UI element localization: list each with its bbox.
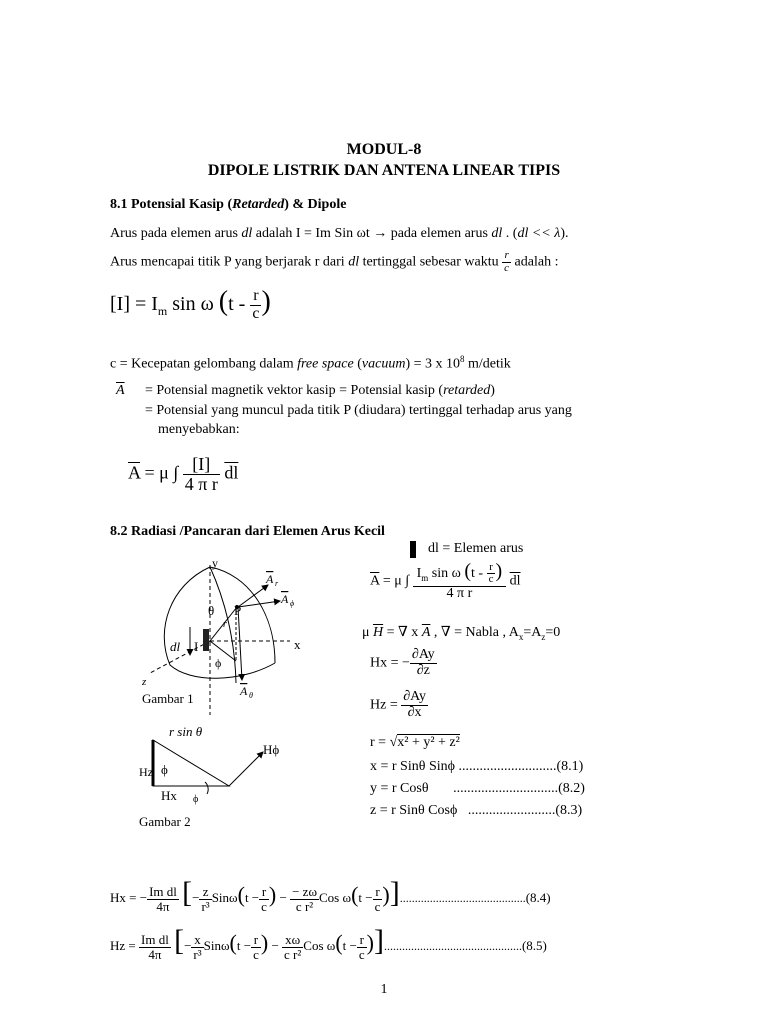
denominator: c <box>504 261 510 274</box>
paren-right: ) <box>366 930 374 955</box>
projection-line <box>210 641 236 661</box>
paren-left: ( <box>351 882 359 907</box>
bracket-left: [ <box>174 924 185 957</box>
eq-text: t - <box>228 293 246 315</box>
label-Hz: Hz <box>139 765 153 779</box>
heading-text: 8.1 Potensial Kasip ( <box>110 197 233 212</box>
Hphi-arrow <box>229 752 263 786</box>
sqrt-radicand: x² + y² + z² <box>397 735 460 750</box>
denominator: c <box>488 573 494 586</box>
equation-number: (8.3) <box>555 803 583 818</box>
sqrt-sign: √ <box>389 735 398 750</box>
fraction-partial <box>401 690 428 720</box>
label-sub-r: r <box>275 579 279 588</box>
eq-text: = μ ∫ <box>140 462 179 483</box>
label-Hphi: Hϕ <box>263 742 280 757</box>
eq-vector-H: $\overline{H}$ <box>373 625 384 640</box>
denominator: c <box>374 898 381 914</box>
eq-text: Hz = <box>110 938 139 953</box>
numerator: r <box>373 885 383 900</box>
eq-vector-A: $\overline{A}$ <box>128 462 141 483</box>
eq-text: =0 <box>545 625 561 640</box>
equation-hx-partial <box>370 648 437 678</box>
current-element-marker <box>410 541 416 558</box>
text-italic: dl <box>348 254 360 270</box>
text-line-delay <box>110 250 558 274</box>
denominator: c r² <box>284 946 302 962</box>
label-phi: ϕ <box>215 656 222 670</box>
label-A-theta: A <box>240 684 248 698</box>
numerator: r <box>502 250 511 263</box>
page-number: 1 <box>380 982 388 997</box>
eq-text: Hz = <box>370 697 402 713</box>
figure-2-field-components <box>135 720 295 835</box>
numerator: z <box>199 885 211 900</box>
paren-left: ( <box>218 286 229 317</box>
paren-right: ) <box>260 930 269 955</box>
eq-vector-A: $\overline{A}$ <box>421 625 431 640</box>
label-x: x <box>294 637 301 652</box>
denominator: r³ <box>201 898 210 914</box>
equation-vector-potential <box>128 455 238 494</box>
fraction-prefactor <box>147 885 179 913</box>
paren-right: ) <box>261 286 271 317</box>
equation-number: (8.4) <box>525 890 551 905</box>
text-line-speed <box>110 354 511 373</box>
text: tertinggal sebesar waktu <box>359 254 503 270</box>
equation-curl <box>362 624 560 642</box>
eq-text: t − <box>342 938 357 953</box>
eq-text: t − <box>358 890 373 905</box>
text: adalah : <box>511 254 559 270</box>
fraction <box>290 885 319 913</box>
current-element <box>203 629 209 651</box>
denominator: 4 π r <box>184 473 218 494</box>
equation-8-3 <box>370 803 582 819</box>
eq-text: t - <box>471 566 484 581</box>
bracket-right: ] <box>389 876 400 909</box>
section-heading-8-2: 8.2 Radiasi /Pancaran dari Elemen Arus Kecil <box>110 524 385 539</box>
denominator: 4π <box>156 898 170 914</box>
text-line-current <box>110 226 568 242</box>
equation-8-5: Hz = $\frac{\text{Im dl}}{4\pi}$ [− $\frac{x}{\text{r³}}$ Sinω(t − $\frac{r}{c}$ ) − $\frac{x\omega}{\text{c r²}}$ Cos ω(t − $\frac{r}{c}$ )]..............................................(8.5) <box>110 924 547 962</box>
fraction-big <box>413 561 507 602</box>
eq-text: t − <box>244 890 260 905</box>
eq-text: t − <box>236 938 252 953</box>
fraction-prefactor <box>139 933 171 961</box>
text: ) <box>490 383 495 398</box>
leader-dots: ......................... <box>467 803 556 818</box>
equation-8-4: Hx = − $\frac{\text{Im dl}}{4\pi}$ [− $\frac{z}{\text{r³}}$ Sinω(t − $\frac{r}{c}$ ) − $\frac{- z\omega}{\text{c r²}}$ Cos ω(t − $\frac{r}{c}$ )]..........................................(8.4) <box>110 876 551 914</box>
leader-dots: .......................................... <box>399 891 526 905</box>
definition-line-2: = Potensial yang muncul pada titik P (diudara) tertinggal terhadap arus yang <box>145 403 572 418</box>
text-italic: dl << λ <box>517 226 561 241</box>
equation-number: (8.1) <box>556 759 584 774</box>
paren-right: ) <box>382 882 390 907</box>
denominator: r³ <box>193 946 202 962</box>
fraction-I-over-4pir <box>183 455 220 494</box>
text-italic: free space <box>297 356 354 372</box>
paren-left: ( <box>335 930 343 955</box>
numerator: ∂Ay <box>403 689 426 704</box>
text-italic: dl <box>491 226 503 241</box>
fraction <box>191 933 203 961</box>
text: Arus pada elemen arus <box>110 226 242 241</box>
equation-number: (8.5) <box>521 938 547 953</box>
numerator: x <box>191 933 203 948</box>
equation-8-2 <box>370 781 585 797</box>
bracket-left: [ <box>182 876 193 909</box>
denominator: c <box>261 898 267 914</box>
numerator: xω <box>282 933 303 948</box>
fraction <box>199 885 211 913</box>
equation-8-1 <box>370 759 583 775</box>
numerator <box>413 561 507 587</box>
denominator: c <box>252 304 260 322</box>
label-dl: dl <box>170 639 181 654</box>
text: c = Kecepatan gelombang dalam <box>110 356 298 372</box>
eq-text: z = r Sinθ Cosϕ <box>370 803 458 818</box>
section-heading-8-1 <box>110 197 346 213</box>
numerator: r <box>357 933 367 948</box>
eq-text: Cos ω <box>319 890 352 905</box>
text: = Potensial magnetik vektor kasip = Potensial kasip ( <box>145 383 444 398</box>
eq-vector-dl: $\overline{dl}$ <box>509 573 521 589</box>
denominator: 4π <box>148 946 162 962</box>
leader-dots: .............................................. <box>383 939 522 953</box>
numerator: r <box>251 933 261 948</box>
label-r: r <box>223 619 227 630</box>
heading-italic: Retarded <box>232 197 285 212</box>
paren-left: ( <box>464 560 472 582</box>
fraction-r-over-c <box>373 885 383 913</box>
figure-1-caption: Gambar 1 <box>142 691 194 706</box>
denominator: ∂z <box>416 662 430 678</box>
eq-text: I <box>416 566 422 581</box>
equation-number: (8.2) <box>558 781 585 796</box>
eq-sub: m <box>157 304 168 318</box>
fraction <box>282 933 303 961</box>
eq-text: μ <box>362 625 374 640</box>
fraction-r-over-c <box>502 250 511 274</box>
label-phi: ϕ <box>161 762 168 777</box>
figure-1-dipole-diagram <box>130 555 330 720</box>
eq-text: = ∇ x <box>383 625 422 640</box>
leader-dots: .............................. <box>453 781 559 796</box>
text-italic: vacuum <box>361 356 406 372</box>
eq-text: Sinω <box>211 890 238 905</box>
heading-text: ) & Dipole <box>284 197 347 212</box>
label-theta: θ <box>208 603 215 618</box>
fraction-r-over-c <box>251 933 261 961</box>
paren-right: ) <box>268 882 277 907</box>
numerator: ∂Ay <box>411 647 435 662</box>
eq-text: =A <box>523 625 542 640</box>
text: ( <box>353 356 362 372</box>
label-P: P <box>234 603 242 618</box>
text: adalah I = Im Sin ωt → pada elemen arus <box>252 226 492 241</box>
fraction-r-over-c <box>259 885 269 913</box>
eq-sub: z <box>541 631 546 642</box>
module-title: MODUL-8 <box>346 141 422 158</box>
numerator: r <box>487 562 496 575</box>
eq-sub: x <box>518 631 524 642</box>
text-italic: dl <box>241 226 253 241</box>
numerator: Im dl <box>141 931 169 947</box>
dl-definition: dl = Elemen arus <box>428 541 524 556</box>
paren-right: ) <box>495 560 503 582</box>
eq-text: Hx = − <box>370 655 410 671</box>
denominator: c <box>253 946 259 962</box>
eq-sub: m <box>421 572 429 583</box>
numerator: [I] <box>183 455 220 475</box>
label-y: y <box>212 556 218 570</box>
label-A-r: A <box>266 572 274 586</box>
equation-A-integral <box>370 561 521 602</box>
eq-text: [I] = I <box>110 293 158 315</box>
eq-vector-A: $\overline{A}$ <box>370 573 380 589</box>
numerator: r <box>259 885 269 900</box>
definition-line-3: menyebabkan: <box>158 422 240 437</box>
eq-text: sin ω <box>428 566 461 581</box>
text: . ( <box>502 226 518 241</box>
eq-text: = μ ∫ <box>379 573 410 589</box>
eq-text: sin ω <box>167 293 214 315</box>
label-z: z <box>142 676 147 688</box>
text: ). <box>560 226 569 241</box>
paren-left: ( <box>229 930 237 955</box>
text-italic: retarded <box>443 383 491 398</box>
figure-2-caption: Gambar 2 <box>139 814 191 829</box>
denominator: ∂x <box>407 704 422 720</box>
label-I: I <box>194 639 199 654</box>
definition-line-1 <box>145 383 495 399</box>
text: m/detik <box>464 356 511 372</box>
label-A-phi: A <box>281 592 289 606</box>
numerator: − zω <box>292 883 318 899</box>
fraction-r-over-c <box>357 933 367 961</box>
label-r-sin-theta: r sin θ <box>169 724 203 739</box>
leader-dots: ............................ <box>458 759 557 774</box>
equation-hz-partial <box>370 690 428 720</box>
denominator: c r² <box>295 898 314 914</box>
eq-vector-dl: $\overline{dl}$ <box>224 462 239 483</box>
denominator: c <box>358 946 365 962</box>
eq-text: , ∇ = Nabla , A <box>430 625 519 640</box>
equation-r-magnitude <box>370 735 460 751</box>
eq-text: Hx = − <box>110 890 148 905</box>
text: Arus mencapai titik P yang berjarak r dari <box>110 254 349 270</box>
label-sub-phi: ϕ <box>290 599 295 608</box>
numerator: r <box>250 288 261 306</box>
fraction-partial <box>410 648 437 678</box>
phi-arc <box>205 782 208 794</box>
text: ) = 3 x 10 <box>405 356 460 372</box>
denominator: 4 π r <box>446 585 473 601</box>
fraction-r-over-c <box>250 288 261 323</box>
eq-text: x = r Sinθ Sinϕ <box>370 759 455 774</box>
eq-text: Cos ω <box>303 938 336 953</box>
bracket-right: ] <box>373 924 384 957</box>
page-title: DIPOLE LISTRIK DAN ANTENA LINEAR TIPIS <box>207 162 561 179</box>
eq-text: r = <box>370 735 390 750</box>
label-Hx: Hx <box>161 788 177 803</box>
vector-A-symbol: $\overline{A}$ <box>116 383 125 398</box>
eq-text: y = r Cosθ <box>370 781 429 796</box>
superscript: 8 <box>460 354 465 364</box>
eq-text: Sinω <box>203 938 230 953</box>
paren-left: ( <box>237 882 245 907</box>
label-sub-theta: θ <box>249 691 253 700</box>
label-phi-small: ϕ <box>193 794 199 805</box>
numerator: Im dl <box>149 883 177 899</box>
equation-retarded-current <box>110 286 271 323</box>
